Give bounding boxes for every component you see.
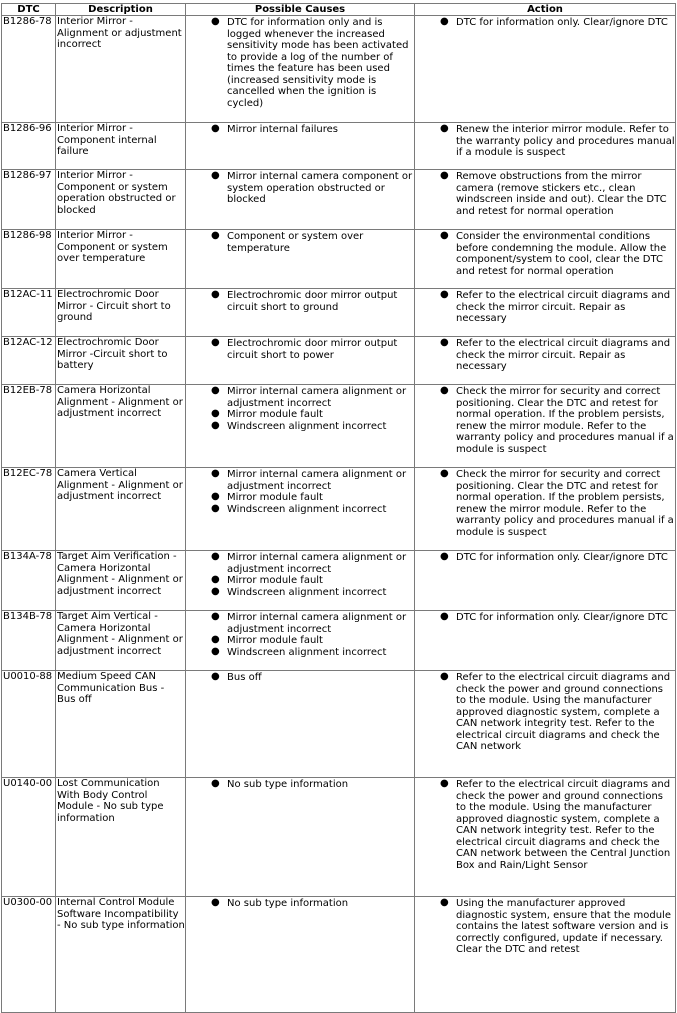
table-row (2, 611, 676, 671)
action-item-list (416, 552, 675, 564)
cause-item-list (187, 171, 414, 206)
dtc-description: Interior Mirror - Component or system over temperature (56, 230, 186, 289)
action-item-list (416, 17, 675, 29)
possible-causes-cell (186, 170, 415, 230)
dtc-code: B134B-78 (2, 611, 56, 671)
possible-causes-cell (186, 897, 415, 1013)
table-row (2, 468, 676, 551)
table-row (2, 170, 676, 230)
cause-item: ● Windscreen alignment incorrect (187, 421, 414, 433)
dtc-code: U0010-88 (2, 671, 56, 778)
dtc-description: Interior Mirror - Alignment or adjustment incorrect (56, 16, 186, 123)
header-row (2, 4, 676, 16)
action-item: ● DTC for information only. Clear/ignore DTC (416, 552, 675, 564)
cause-item: ● Mirror module fault (187, 492, 414, 504)
cause-item-list (187, 898, 414, 910)
action-cell (415, 16, 676, 123)
possible-causes-cell (186, 289, 415, 337)
possible-causes-cell (186, 551, 415, 611)
dtc-code: B1286-96 (2, 123, 56, 170)
action-cell (415, 170, 676, 230)
dtc-code: B1286-98 (2, 230, 56, 289)
action-item: ● Check the mirror for security and correct positioning. Clear the DTC and retest for normal operation. If the problem persists, renew the mirror module. Refer to the warranty policy and procedures manual if a module is suspect (416, 469, 675, 538)
possible-causes-cell (186, 337, 415, 385)
cause-item-list (187, 124, 414, 136)
action-item-list (416, 386, 675, 455)
table-row (2, 551, 676, 611)
action-item-list (416, 898, 675, 956)
cause-item-list (187, 290, 414, 313)
action-item: ● Consider the environmental conditions before condemning the module. Allow the component/system to cool, clear the DTC and retest for normal operation (416, 231, 675, 277)
action-cell (415, 551, 676, 611)
cause-item-list (187, 386, 414, 432)
cause-item-list (187, 552, 414, 598)
action-cell (415, 230, 676, 289)
dtc-code: B12EC-78 (2, 468, 56, 551)
action-item: ● Refer to the electrical circuit diagrams and check the mirror circuit. Repair as necessary (416, 290, 675, 325)
dtc-description: Lost Communication With Body Control Module - No sub type information (56, 778, 186, 897)
table-row (2, 230, 676, 289)
dtc-description: Internal Control Module Software Incompatibility - No sub type information (56, 897, 186, 1013)
cause-item: ● Mirror internal failures (187, 124, 414, 136)
cause-item-list (187, 469, 414, 515)
possible-causes-cell (186, 123, 415, 170)
action-item-list (416, 338, 675, 373)
action-item: ● DTC for information only. Clear/ignore DTC (416, 17, 675, 29)
cause-item: ● Mirror internal camera alignment or adjustment incorrect (187, 552, 414, 575)
table-row (2, 385, 676, 468)
action-item: ● Check the mirror for security and correct positioning. Clear the DTC and retest for normal operation. If the problem persists, renew the mirror module. Refer to the warranty policy and procedures manual if a module is suspect (416, 386, 675, 455)
action-item-list (416, 290, 675, 325)
possible-causes-cell (186, 611, 415, 671)
action-item: ● Refer to the electrical circuit diagrams and check the power and ground connections to the module. Using the manufacturer approved diagnostic system, complete a CAN network integrity test. Refer to the electrical circuit diagrams and check the CAN network (416, 672, 675, 753)
action-item-list (416, 779, 675, 871)
dtc-code: B134A-78 (2, 551, 56, 611)
dtc-description: Target Aim Vertical - Camera Horizontal Alignment - Alignment or adjustment incorrect (56, 611, 186, 671)
cause-item: ● Bus off (187, 672, 414, 684)
action-item-list (416, 124, 675, 159)
cause-item: ● Electrochromic door mirror output circuit short to ground (187, 290, 414, 313)
table-row (2, 778, 676, 897)
action-cell (415, 385, 676, 468)
cause-item: ● No sub type information (187, 898, 414, 910)
possible-causes-cell (186, 778, 415, 897)
dtc-code: B12AC-12 (2, 337, 56, 385)
action-cell (415, 778, 676, 897)
cause-item: ● Windscreen alignment incorrect (187, 647, 414, 659)
table-row (2, 16, 676, 123)
header-possible-causes: Possible Causes (186, 4, 415, 16)
action-item: ● Refer to the electrical circuit diagrams and check the mirror circuit. Repair as necessary (416, 338, 675, 373)
dtc-description: Electrochromic Door Mirror - Circuit short to ground (56, 289, 186, 337)
action-cell (415, 897, 676, 1013)
header-dtc: DTC (2, 4, 56, 16)
dtc-description: Camera Horizontal Alignment - Alignment or adjustment incorrect (56, 385, 186, 468)
table-row (2, 897, 676, 1013)
cause-item-list (187, 612, 414, 658)
cause-item: ● No sub type information (187, 779, 414, 791)
action-item: ● Remove obstructions from the mirror camera (remove stickers etc., clean windscreen inside and out). Clear the DTC and retest for normal operation (416, 171, 675, 217)
cause-item-list (187, 672, 414, 684)
action-item: ● Refer to the electrical circuit diagrams and check the power and ground connections to the module. Using the manufacturer approved diagnostic system, complete a CAN network integrity test. Refer to the electrical circuit diagrams and check the CAN network between the Central Junction Box and Rain/Light Sensor (416, 779, 675, 871)
cause-item: ● Mirror module fault (187, 635, 414, 647)
dtc-description: Medium Speed CAN Communication Bus - Bus off (56, 671, 186, 778)
dtc-code: U0140-00 (2, 778, 56, 897)
header-description: Description (56, 4, 186, 16)
cause-item: ● Electrochromic door mirror output circuit short to power (187, 338, 414, 361)
dtc-description: Target Aim Verification - Camera Horizontal Alignment - Alignment or adjustment incorrect (56, 551, 186, 611)
possible-causes-cell (186, 385, 415, 468)
dtc-table (1, 3, 676, 1013)
dtc-code: B12EB-78 (2, 385, 56, 468)
cause-item-list (187, 231, 414, 254)
cause-item-list (187, 17, 414, 109)
possible-causes-cell (186, 671, 415, 778)
action-item-list (416, 231, 675, 277)
cause-item: ● Windscreen alignment incorrect (187, 504, 414, 516)
possible-causes-cell (186, 230, 415, 289)
cause-item: ● Windscreen alignment incorrect (187, 587, 414, 599)
action-item-list (416, 672, 675, 753)
action-item-list (416, 612, 675, 624)
action-item-list (416, 171, 675, 217)
action-item-list (416, 469, 675, 538)
table-row (2, 289, 676, 337)
dtc-code: B1286-97 (2, 170, 56, 230)
action-cell (415, 671, 676, 778)
action-item: ● Renew the interior mirror module. Refer to the warranty policy and procedures manual if a module is suspect (416, 124, 675, 159)
table-body (2, 16, 676, 1013)
cause-item: ● Mirror internal camera component or system operation obstructed or blocked (187, 171, 414, 206)
action-item: ● DTC for information only. Clear/ignore DTC (416, 612, 675, 624)
dtc-code: B12AC-11 (2, 289, 56, 337)
cause-item: ● Mirror internal camera alignment or adjustment incorrect (187, 612, 414, 635)
action-item: ● Using the manufacturer approved diagnostic system, ensure that the module contains the latest software version and is correctly configured, update if necessary. Clear the DTC and retest (416, 898, 675, 956)
cause-item: ● Mirror internal camera alignment or adjustment incorrect (187, 386, 414, 409)
action-cell (415, 611, 676, 671)
cause-item-list (187, 338, 414, 361)
possible-causes-cell (186, 16, 415, 123)
dtc-code: B1286-78 (2, 16, 56, 123)
cause-item: ● Mirror internal camera alignment or adjustment incorrect (187, 469, 414, 492)
action-cell (415, 289, 676, 337)
table-row (2, 337, 676, 385)
dtc-description: Interior Mirror - Component or system operation obstructed or blocked (56, 170, 186, 230)
dtc-description: Electrochromic Door Mirror -Circuit short to battery (56, 337, 186, 385)
cause-item: ● Mirror module fault (187, 575, 414, 587)
action-cell (415, 337, 676, 385)
header-action: Action (415, 4, 676, 16)
action-cell (415, 468, 676, 551)
cause-item: ● Component or system over temperature (187, 231, 414, 254)
possible-causes-cell (186, 468, 415, 551)
cause-item: ● DTC for information only and is logged whenever the increased sensitivity mode has been activated to provide a log of the number of times the feature has been used (increased sensitivity mode is cancelled when the ignition is cycled) (187, 17, 414, 109)
cause-item: ● Mirror module fault (187, 409, 414, 421)
table-row (2, 123, 676, 170)
cause-item-list (187, 779, 414, 791)
dtc-description: Camera Vertical Alignment - Alignment or adjustment incorrect (56, 468, 186, 551)
table-row (2, 671, 676, 778)
dtc-description: Interior Mirror - Component internal failure (56, 123, 186, 170)
dtc-code: U0300-00 (2, 897, 56, 1013)
action-cell (415, 123, 676, 170)
